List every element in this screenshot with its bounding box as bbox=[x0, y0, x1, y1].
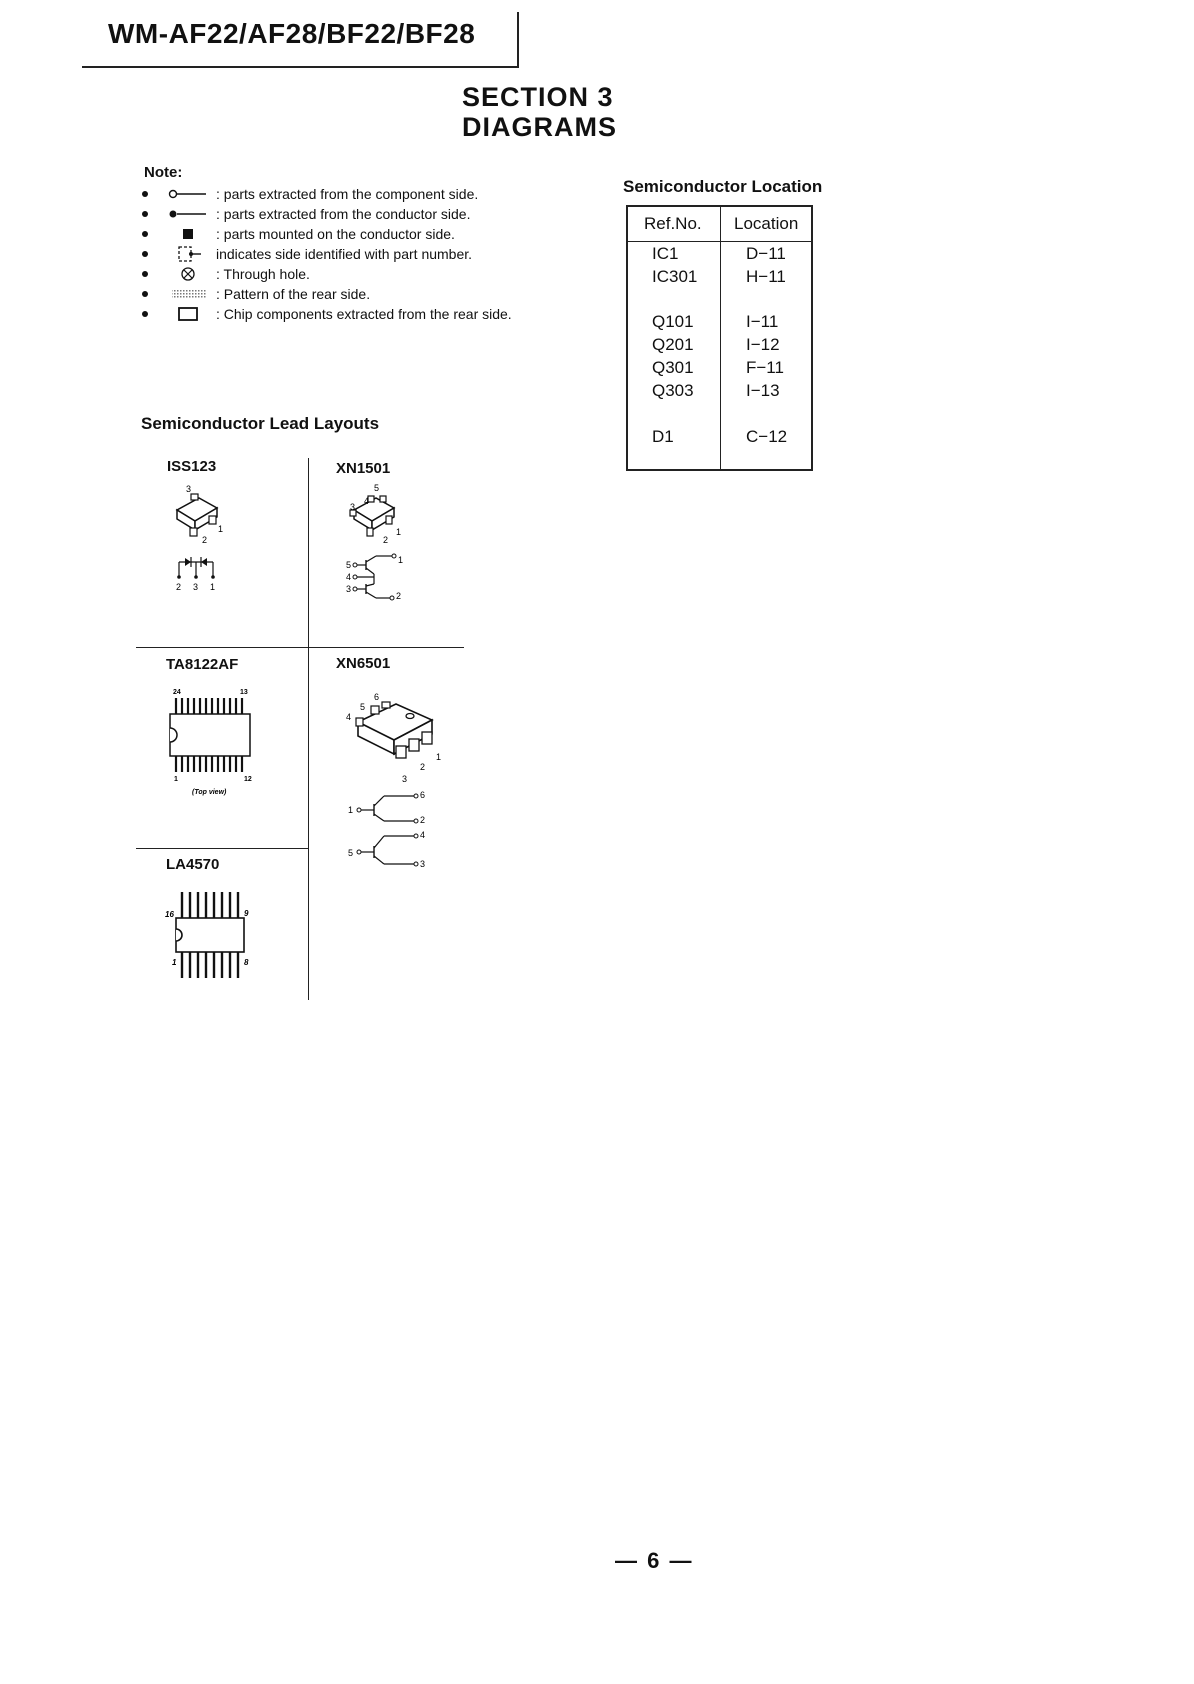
pin-label: 1 bbox=[172, 958, 177, 967]
note-label: Note: bbox=[144, 164, 183, 181]
legend-text: : parts mounted on the conductor side. bbox=[216, 226, 455, 242]
column-header-location: Location bbox=[734, 214, 799, 233]
header-rule bbox=[82, 66, 519, 68]
pin-label: 8 bbox=[244, 958, 249, 967]
table-divider bbox=[720, 207, 721, 469]
pin-label: 3 bbox=[420, 859, 426, 869]
package-label-iss123: ISS123 bbox=[167, 458, 217, 475]
column-header-ref: Ref.No. bbox=[644, 214, 702, 233]
section-number: SECTION 3 bbox=[462, 82, 614, 112]
la4570-bottom-pins bbox=[182, 952, 238, 978]
hatched-pattern-icon bbox=[166, 285, 210, 303]
pin-label: 1 bbox=[396, 527, 402, 537]
legend-item bbox=[142, 224, 562, 244]
legend-text: : Through hole. bbox=[216, 266, 310, 282]
bullet-icon bbox=[142, 291, 148, 297]
table-cell-ref: D1 bbox=[652, 427, 674, 446]
legend-text: : parts extracted from the conductor side. bbox=[216, 206, 471, 222]
iss123-diagram bbox=[165, 484, 245, 602]
legend-text: indicates side identified with part number. bbox=[216, 246, 473, 262]
legend-item bbox=[142, 184, 562, 204]
xn6501-diagram bbox=[336, 680, 446, 880]
table-cell-ref: Q201 bbox=[652, 335, 694, 354]
table-cell-location: C−12 bbox=[746, 427, 788, 446]
top-view-note: (Top view) bbox=[192, 789, 227, 796]
pin-label: 5 bbox=[360, 702, 366, 712]
bullet-icon bbox=[142, 231, 148, 237]
legend-item bbox=[142, 304, 562, 324]
table-cell-location: D−11 bbox=[746, 244, 786, 263]
pin-label: 3 bbox=[350, 502, 356, 512]
pin-label: 5 bbox=[346, 560, 352, 570]
lead-layouts-title: Semiconductor Lead Layouts bbox=[141, 414, 380, 433]
pin-label: 1 bbox=[174, 776, 178, 783]
pin-label: 24 bbox=[173, 689, 181, 696]
package-label-la4570: LA4570 bbox=[166, 856, 220, 873]
pin-label: 16 bbox=[165, 910, 174, 919]
layout-grid-divider bbox=[136, 848, 308, 849]
pin-label: 2 bbox=[420, 815, 426, 825]
pin-label: 2 bbox=[383, 535, 389, 545]
pin-label: 1 bbox=[210, 582, 216, 592]
bullet-icon bbox=[142, 211, 148, 217]
pin-label: 1 bbox=[398, 555, 404, 565]
ta8122af-bottom-pins bbox=[176, 756, 242, 772]
circled-x-icon bbox=[166, 265, 210, 283]
legend-text: : Pattern of the rear side. bbox=[216, 286, 371, 302]
note-legend bbox=[142, 184, 562, 324]
xn1501-diagram bbox=[340, 484, 430, 604]
pin-label: 13 bbox=[240, 689, 248, 696]
table-cell-location: I−12 bbox=[746, 335, 780, 354]
page-number: — 6 — bbox=[615, 1548, 694, 1573]
package-label-ta8122af: TA8122AF bbox=[166, 656, 239, 673]
ta8122af-diagram bbox=[162, 680, 272, 800]
pin-label: 5 bbox=[374, 484, 380, 493]
table-cell-location: I−11 bbox=[746, 312, 779, 331]
location-table-title: Semiconductor Location bbox=[623, 177, 823, 196]
pin-label: 9 bbox=[244, 909, 249, 918]
dashed-bracket-icon bbox=[166, 245, 210, 263]
document-header-title: WM-AF22/AF28/BF22/BF28 bbox=[108, 18, 476, 49]
legend-text: : Chip components extracted from the rear side. bbox=[216, 306, 512, 322]
package-label-xn1501: XN1501 bbox=[336, 460, 391, 477]
filled-circle-line-icon bbox=[166, 205, 210, 223]
pin-label: 6 bbox=[374, 692, 380, 702]
table-cell-ref: Q301 bbox=[652, 358, 694, 377]
location-table bbox=[626, 205, 813, 471]
legend-text: : parts extracted from the component side. bbox=[216, 186, 479, 202]
legend-item bbox=[142, 264, 562, 284]
la4570-top-pins bbox=[182, 892, 238, 918]
pin-label: 1 bbox=[348, 805, 354, 815]
pin-label: 6 bbox=[420, 790, 426, 800]
ta8122af-top-pins bbox=[176, 698, 242, 714]
layout-grid-divider bbox=[136, 647, 464, 648]
pin-label: 12 bbox=[244, 776, 252, 783]
table-cell-location: F−11 bbox=[746, 358, 784, 377]
bullet-icon bbox=[142, 271, 148, 277]
section-name: DIAGRAMS bbox=[462, 112, 617, 142]
pin-label: 5 bbox=[348, 848, 354, 858]
pin-label: 3 bbox=[402, 774, 408, 784]
pin-label: 2 bbox=[202, 535, 208, 545]
pin-label: 4 bbox=[346, 712, 352, 722]
table-cell-location: I−13 bbox=[746, 381, 780, 400]
table-cell-ref: IC1 bbox=[652, 244, 679, 263]
legend-item bbox=[142, 244, 562, 264]
layout-grid-divider bbox=[308, 458, 309, 1000]
bullet-icon bbox=[142, 191, 148, 197]
open-circle-line-icon bbox=[166, 185, 210, 203]
filled-square-icon bbox=[166, 225, 210, 243]
header-divider bbox=[517, 12, 519, 68]
pin-label: 3 bbox=[186, 484, 192, 494]
pin-label: 3 bbox=[193, 582, 199, 592]
legend-item bbox=[142, 284, 562, 304]
table-cell-ref: Q303 bbox=[652, 381, 694, 400]
pin-label: 1 bbox=[218, 524, 224, 534]
la4570-diagram bbox=[160, 882, 260, 992]
pin-label: 2 bbox=[420, 762, 426, 772]
table-cell-location: H−11 bbox=[746, 267, 786, 286]
pin-label: 2 bbox=[396, 591, 402, 601]
package-label-xn6501: XN6501 bbox=[336, 655, 391, 672]
bullet-icon bbox=[142, 311, 148, 317]
open-square-icon bbox=[166, 305, 210, 323]
legend-item bbox=[142, 204, 562, 224]
table-cell-ref: IC301 bbox=[652, 267, 698, 286]
pin-label: 2 bbox=[176, 582, 182, 592]
bullet-icon bbox=[142, 251, 148, 257]
section-title bbox=[462, 82, 617, 142]
pin-label: 4 bbox=[346, 572, 352, 582]
pin-label: 3 bbox=[346, 584, 352, 594]
pin-label: 4 bbox=[420, 830, 426, 840]
pin-label: 1 bbox=[436, 752, 442, 762]
pin-label: 4 bbox=[364, 496, 370, 506]
table-cell-ref: Q101 bbox=[652, 312, 694, 331]
